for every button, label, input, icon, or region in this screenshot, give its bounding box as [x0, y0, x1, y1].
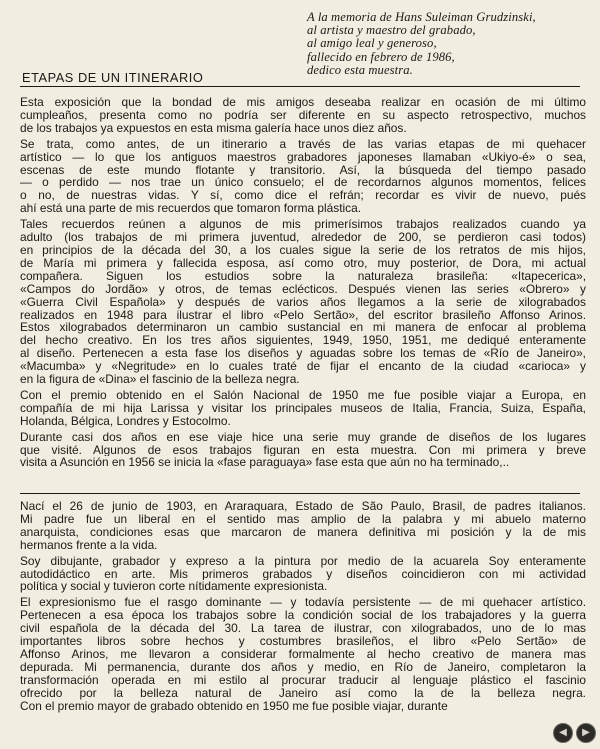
text-line: «Campos do Jordão» y otros, de temas eclécticos. Después vienen las series «Obrero» y: [20, 282, 586, 296]
text-line: Mi padre fue un liberal en el sentido mas amplio de la palabra y mi abuelo materno: [20, 512, 586, 526]
text-line: El expresionismo fue el rasgo dominante — y todavía persistente — de mi quehacer artístico.: [20, 596, 586, 610]
text-line: Durante casi dos años en ese viaje hice una serie muy grande de diseños de los lugares: [20, 430, 586, 444]
paragraph: [20, 218, 586, 386]
page-navigation: [553, 723, 596, 745]
dedication-line: al amigo leal y generoso,: [307, 36, 437, 51]
text-line: transformación operada en mi estilo al procurar traducir al lenguaje plástico el fascinio: [20, 673, 586, 687]
text-line: «Guerra Civil Española» y después de varios años llegamos a la serie de xilograbados: [20, 295, 586, 309]
text-line: ofrecido por la belleza natural de Janeiro así como la de la belleza negra.: [20, 686, 586, 700]
text-line: compañera. Siguen los estudios sobre la naturaleza brasileña: «Itapecerica»,: [20, 269, 586, 283]
text-line: Con el premio obtenido en el Salón Nacional de 1950 me fue posible viajar a Europa, en: [20, 388, 586, 402]
text-line: Estos xilograbados determinaron un cambio sustancial en mi manera de enfocar al problema: [20, 321, 586, 335]
text-section-biography: [20, 500, 586, 716]
paragraph: [20, 138, 586, 215]
text-line: del hecho creativo. En los tres años siguientes, 1949, 1950, 1951, me dediqué enteramente: [20, 334, 586, 348]
text-line: visita a Asunción en 1956 se inicia la «fase paraguaya» fase esta que aún no ha terminado,..: [20, 456, 510, 470]
previous-icon[interactable]: ◀: [553, 723, 573, 743]
paragraph: [20, 431, 586, 470]
text-line: Se trata, como antes, de un itinerario a través de las varias etapas de mi quehacer: [20, 137, 586, 151]
dedication-line: A la memoria de Hans Suleiman Grudzinski,: [307, 10, 536, 24]
paragraph: [20, 555, 586, 594]
text-line: autodidáctico en arte. Mis primeros grabados y diseños coincidieron con mi actividad: [20, 567, 586, 581]
text-line: anarquista, condiciones esas que marcaron de manera definitiva mi posición y la de mis: [20, 525, 586, 539]
text-line: Esta exposición que la bondad de mis amigos deseaba realizar en ocasión de mi último: [20, 96, 586, 109]
text-line: en principios de la década del 30, a los cuales sigue la serie de los retratos de mis hijos,: [20, 243, 586, 257]
text-line: ahí está una parte de mis recuerdos que tomaron forma plástica.: [20, 202, 362, 216]
text-line: de los trabajos ya expuestos en esta misma galería hace unos diez años.: [20, 121, 407, 135]
text-line: Tales recuerdos reúnen a algunos de mis primerísimos trabajos realizados cuando ya: [20, 218, 586, 232]
text-line: civil española de la década del 30. La tarea de ilustrar, con xilograbados, uno de lo mas: [20, 622, 586, 636]
next-icon[interactable]: ▶: [576, 723, 596, 743]
paragraph: [20, 389, 586, 428]
paragraph: [20, 96, 586, 135]
text-line: importantes libros sobre hechos y costumbres brasileños, el libro «Pelo Sertão» de: [20, 635, 586, 648]
text-line: al diseño. Pertenecen a esta fase los diseños y aguadas sobre los temas de «Río de Janeiro»,: [20, 347, 586, 361]
paragraph: [20, 500, 586, 552]
text-line: compañía de mi hija Larissa y visitar los principales museos de Italia, Francia, Suiza, España,: [20, 401, 586, 415]
text-line: cumpleaños, presenta como no podría ser diferente en su aspecto retrospectivo, muchos: [20, 108, 586, 122]
middle-divider: [20, 493, 580, 494]
text-line: escenas de este mundo flotante y transitorio. Así, la búsqueda del tiempo pasado: [20, 163, 586, 177]
text-line: que visité. Algunos de esos trabajos figuran en esta muestra. Con mi primera y breve: [20, 443, 586, 457]
dedication-line: fallecido en febrero de 1986,: [307, 49, 455, 64]
text-section-itinerary: [20, 96, 586, 472]
text-line: política y social y tuvieron corte nítidamente expresionista.: [20, 580, 328, 594]
text-line: Con el premio mayor de grabado obtenido en 1950 me fue posible viajar, durante: [20, 699, 448, 713]
text-line: artístico — lo que los antiguos maestros grabadores japoneses llamaban «Ukiyo-é» o sea,: [20, 150, 586, 164]
paragraph: [20, 596, 586, 712]
text-line: «Macumba» y «Negritude» en lo cuales traté de fijar el encanto de la ciudad «carioca» y: [20, 360, 586, 374]
dedication: [307, 11, 597, 77]
dedication-line: al artista y maestro del grabado,: [307, 23, 476, 38]
text-line: en la figura de «Dina» el fascinio de la belleza negra.: [20, 373, 300, 386]
text-line: de María mi primera y fallecida esposa, así como otro, muy posterior, de Dora, mi actual: [20, 256, 586, 270]
text-line: Holanda, Bélgica, Londres y Estocolmo.: [20, 414, 231, 428]
top-divider: [20, 86, 580, 87]
text-line: depurada. Mi permanencia, durante dos años y medio, en Río de Janeiro, completaron la: [20, 660, 586, 674]
text-line: Soy dibujante, grabador y expreso a la pintura por medio de la acuarela Soy enteramente: [20, 554, 586, 568]
text-line: Pertenecen a esa época los trabajos sobre la condición social de los trabajadores y la guerra: [20, 609, 586, 623]
text-line: o no, de nuestras vidas. Y sí, como dice el refrán; recordar es vivir de nuevo, pués: [20, 189, 586, 203]
text-line: — o perdido — nos trae un único consuelo; el de recordarnos algunos momentos, felices: [20, 176, 586, 190]
text-line: Affonso Arinos, me llevaron a considerar formalmente al hecho creativo de manera mas: [20, 647, 586, 661]
dedication-line: dedico esta muestra.: [307, 62, 413, 77]
text-line: Nací el 26 de junio de 1903, en Araraquara, Estado de São Paulo, Brasil, de padres italianos.: [20, 500, 586, 513]
text-line: realizados en 1948 para ilustrar el libro «Pelo Sertão», del escritor brasileño Affonso Arinos.: [20, 308, 586, 322]
text-line: adulto (los trabajos de mi primera juventud, alrededor de 200, se perdieron casi todos): [20, 231, 586, 244]
section-title: ETAPAS DE UN ITINERARIO: [22, 70, 204, 85]
text-line: hermanos frente a la vida.: [20, 538, 158, 552]
